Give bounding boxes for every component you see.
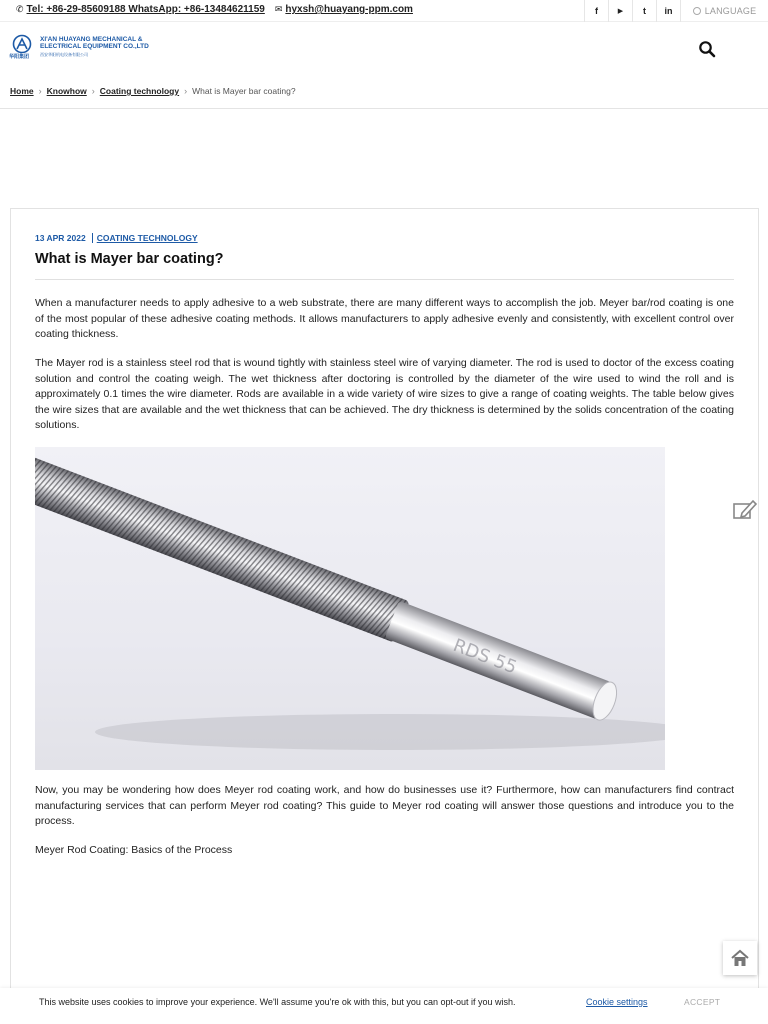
mayer-rod-image xyxy=(35,447,665,770)
contact-info xyxy=(16,4,413,15)
chevron-right-icon: › xyxy=(38,86,42,96)
top-bar xyxy=(0,0,768,22)
title-divider xyxy=(35,279,734,280)
logo-text xyxy=(40,36,149,59)
accept-cookies-button[interactable]: ACCEPT xyxy=(684,997,721,1007)
logo-line-1: XI'AN HUAYANG MECHANICAL & xyxy=(40,35,143,43)
site-header xyxy=(0,22,768,76)
phone-text: Tel: +86-29-85609188 WhatsApp: +86-13484621159 xyxy=(26,4,265,15)
breadcrumb-current: What is Mayer bar coating? xyxy=(192,86,296,96)
rod-engraving: RDS 55 xyxy=(450,634,520,679)
article-category-link[interactable]: COATING TECHNOLOGY xyxy=(92,233,198,243)
language-selector[interactable] xyxy=(680,0,768,22)
logo-mark-icon xyxy=(10,34,34,60)
cookie-banner xyxy=(0,988,768,1024)
logo-line-2: ELECTRICAL EQUIPMENT CO.,LTD xyxy=(40,43,149,51)
breadcrumb-home[interactable]: Home xyxy=(10,86,34,96)
article-paragraph: Now, you may be wondering how does Meyer rod coating work, and how do businesses use it? Furthermore, how can manufacturers find contract manufacturing services that can perform Meyer rod coating? This guide to Meyer rod coating will answer those questions and introduce you to the process. xyxy=(35,784,734,827)
phone-icon: ✆ xyxy=(16,4,24,14)
article-title: What is Mayer bar coating? xyxy=(35,251,224,267)
facebook-icon[interactable]: f xyxy=(584,0,608,22)
article-card xyxy=(10,208,759,1008)
globe-icon xyxy=(693,7,701,15)
social-links xyxy=(584,0,768,22)
article-paragraph: The Mayer rod is a stainless steel rod that is wound tightly with stainless steel wire of varying diameter. The rod is used to doctor of the excess coating solution and control the coating weigh. The wet thickness after doctoring is controlled by the diameter of the wire used to wind the roll and is approximately 0.1 times the wire diameter. Rods are available in a wide variety of wire sizes to give a range of coating weights. The table below gives the wire sizes that are available and the wet thickness that can be achieved. The dry thickness is determined by the solids concentration of the coating solutions. xyxy=(35,357,734,431)
divider xyxy=(0,108,768,109)
email-link[interactable] xyxy=(275,4,413,15)
breadcrumb-knowhow[interactable]: Knowhow xyxy=(46,86,87,96)
envelope-icon: ✉ xyxy=(274,4,283,14)
phone-link[interactable] xyxy=(16,4,265,15)
article-subheading: Meyer Rod Coating: Basics of the Process xyxy=(35,844,233,856)
breadcrumb xyxy=(10,86,296,96)
chevron-right-icon: › xyxy=(184,86,188,96)
cookie-message: This website uses cookies to improve your experience. We'll assume you're ok with this, but you can opt-out if you wish. xyxy=(39,997,516,1007)
home-icon[interactable] xyxy=(723,941,757,975)
email-text: hyxsh@huayang-ppm.com xyxy=(285,4,413,15)
breadcrumb-category[interactable]: Coating technology xyxy=(99,86,180,96)
language-label: LANGUAGE xyxy=(704,6,757,16)
search-icon[interactable] xyxy=(698,40,716,58)
youtube-icon[interactable]: ▶ xyxy=(608,0,632,22)
edit-icon[interactable] xyxy=(732,498,758,522)
article-date: 13 APR 2022 xyxy=(35,233,86,243)
article-meta xyxy=(35,233,198,243)
chevron-right-icon: › xyxy=(91,86,95,96)
article-paragraph: When a manufacturer needs to apply adhesive to a web substrate, there are many different ways to accomplish the job. Meyer bar/rod coating is one of the most popular of these adhesive coating methods. It allows manufacturers to apply adhesive evenly and consistently, with excellent control over coating thickness. xyxy=(35,297,734,340)
linkedin-icon[interactable]: in xyxy=(656,0,680,22)
logo-cn-text: 华阳集团 xyxy=(9,54,30,60)
logo-line-3: 西安华阳机电设备有限公司 xyxy=(40,51,88,57)
company-logo[interactable] xyxy=(10,34,149,60)
twitter-icon[interactable]: t xyxy=(632,0,656,22)
cookie-settings-link[interactable]: Cookie settings xyxy=(586,997,648,1007)
